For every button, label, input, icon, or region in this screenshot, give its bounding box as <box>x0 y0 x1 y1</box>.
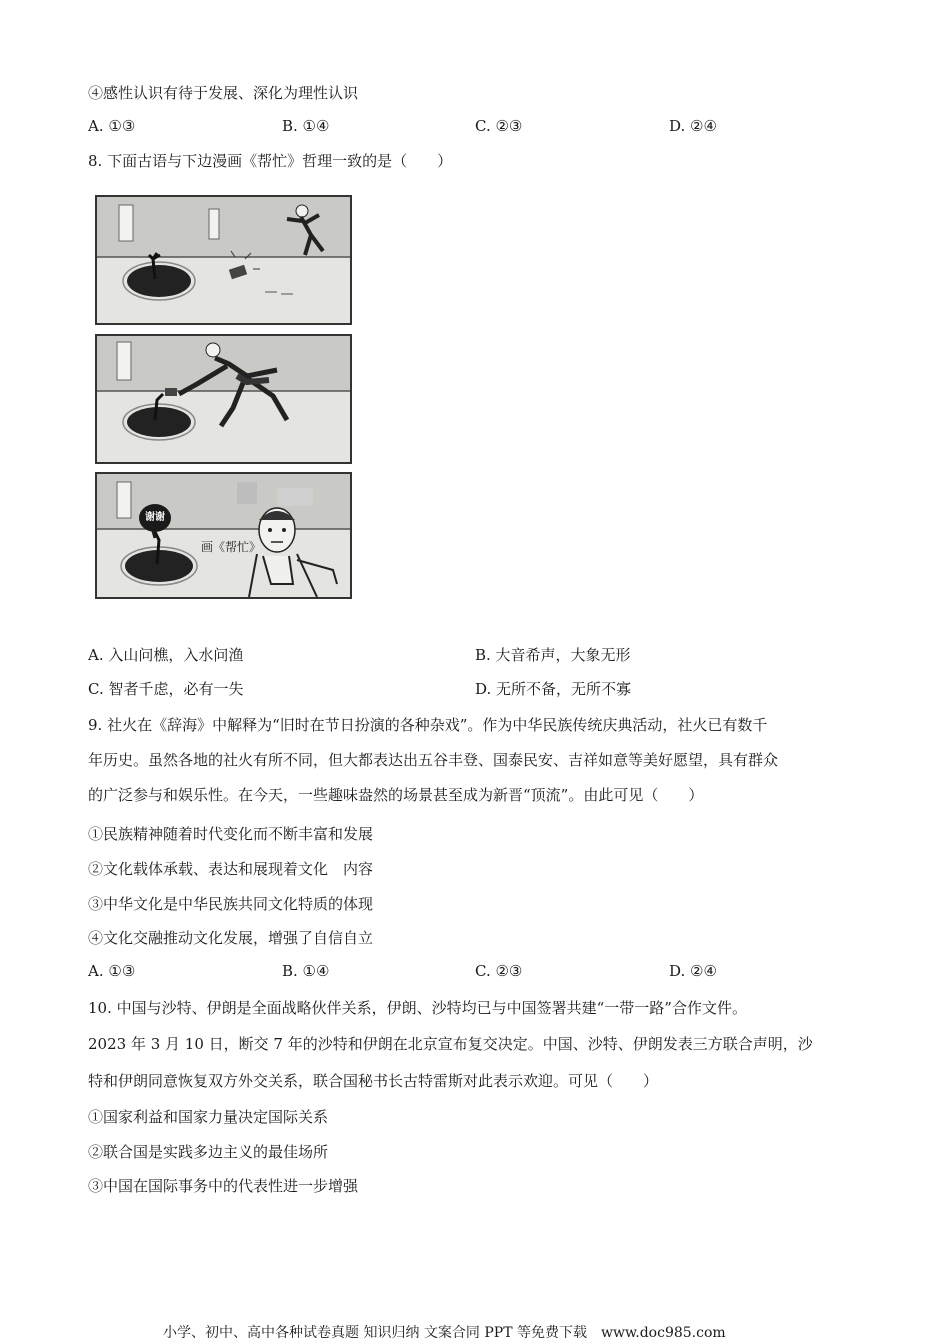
comic-panel-1 <box>95 195 352 325</box>
comic-panel-2-drawing <box>97 336 350 462</box>
q10-stem-line-2: 2023 年 3 月 10 日，断交 7 年的沙特和伊朗在北京宣布复交决定。中国、沙特、伊朗发表三方联合声明，沙 <box>88 1035 813 1053</box>
footer-url[interactable]: www.doc985.com <box>600 1325 726 1341</box>
comic-panel-2 <box>95 334 352 464</box>
q10-stem-line-1: 10. 中国与沙特、伊朗是全面战略伙伴关系，伊朗、沙特均已与中国签署共建“一带一路”合作文件。 <box>88 999 747 1017</box>
comic-speech-bubble: 谢谢 <box>145 512 165 523</box>
q9-statement-1: ①民族精神随着时代变化而不断丰富和发展 <box>88 825 374 843</box>
q8-option-a: A. 入山问樵，入水问渔 <box>88 646 244 664</box>
q9-statement-4: ④文化交融推动文化发展，增强了自信自立 <box>88 929 374 947</box>
q10-stem-line-3: 特和伊朗同意恢复双方外交关系，联合国秘书长古特雷斯对此表示欢迎。可见（ ） <box>88 1072 659 1090</box>
q9-statement-2: ②文化载体承载、表达和展现着文化 内容 <box>88 860 374 878</box>
comic-panel-1-drawing <box>97 197 350 323</box>
q10-statement-3: ③中国在国际事务中的代表性进一步增强 <box>88 1177 359 1195</box>
comic-caption: 画《帮忙》 <box>201 540 262 554</box>
q9-options <box>88 961 868 981</box>
page-footer <box>163 1322 726 1342</box>
q7-option-a: A. ①③ <box>88 117 136 135</box>
q7-option-d: D. ②④ <box>669 117 717 135</box>
q8-options-row-2 <box>88 679 868 699</box>
q9-stem-line-3: 的广泛参与和娱乐性。在今天，一些趣味盎然的场景甚至成为新晋“顶流”。由此可见（ ） <box>88 786 704 804</box>
q9-option-a: A. ①③ <box>88 962 136 980</box>
q9-stem-line-1: 9. 社火在《辞海》中解释为“旧时在节日扮演的各种杂戏”。作为中华民族传统庆典活动，社火已有数千 <box>88 716 768 734</box>
q10-statement-1: ①国家利益和国家力量决定国际关系 <box>88 1108 329 1126</box>
q8-option-c: C. 智者千虑，必有一失 <box>88 680 244 698</box>
comic-panel-3-drawing <box>97 474 350 597</box>
q7-statement-4: ④感性认识有待于发展、深化为理性认识 <box>88 84 359 102</box>
q7-option-b: B. ①④ <box>282 117 330 135</box>
q8-option-d: D. 无所不备，无所不寡 <box>475 680 632 698</box>
q9-stem-line-2: 年历史。虽然各地的社火有所不同，但大都表达出五谷丰登、国泰民安、吉祥如意等美好愿望，具有群众 <box>88 751 779 769</box>
comic-panel-3 <box>95 472 352 599</box>
q7-option-c: C. ②③ <box>475 117 523 135</box>
q9-option-c: C. ②③ <box>475 962 523 980</box>
q8-option-b: B. 大音希声，大象无形 <box>475 646 631 664</box>
q8-options-row-1 <box>88 645 868 665</box>
footer-text: 小学、初中、高中各种试卷真题 知识归纳 文案合同 PPT 等免费下载 <box>163 1325 587 1341</box>
q7-options <box>88 116 868 136</box>
q10-statement-2: ②联合国是实践多边主义的最佳场所 <box>88 1143 329 1161</box>
q9-option-b: B. ①④ <box>282 962 330 980</box>
q9-statement-3: ③中华文化是中华民族共同文化特质的体现 <box>88 895 374 913</box>
q8-stem: 8. 下面古语与下边漫画《帮忙》哲理一致的是（ ） <box>88 152 453 170</box>
q9-option-d: D. ②④ <box>669 962 717 980</box>
